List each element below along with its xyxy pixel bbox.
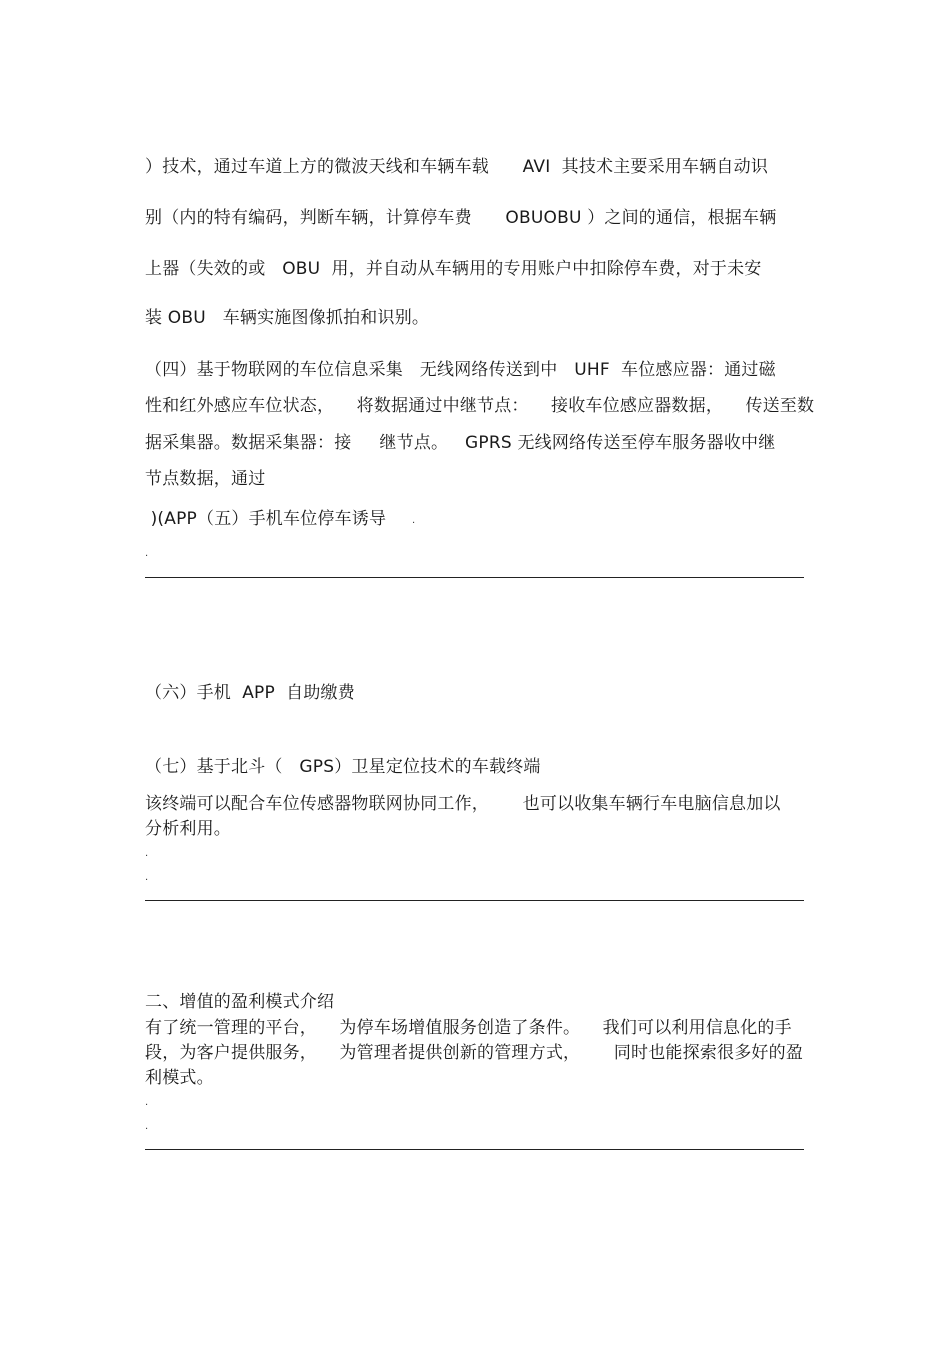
paragraph-line: 性和红外感应车位状态， 将数据通过中继节点： 接收车位感应器数据， 传送至数	[145, 396, 815, 416]
paragraph-line: ）技术，通过车道上方的微波天线和车辆车载 AVI 其技术主要采用车辆自动识	[145, 157, 769, 177]
paragraph-line: 利模式。	[145, 1068, 214, 1088]
app-guidance-heading: )(APP（五）手机车位停车诱导	[145, 509, 387, 529]
paragraph-line: 上器（失效的或 OBU 用，并自动从车辆用的专用账户中扣除停车费，对于未安	[145, 259, 762, 279]
page-dot: .	[145, 848, 149, 859]
paragraph-line: 装 OBU 车辆实施图像抓拍和识别。	[145, 308, 430, 328]
paragraph-line: 别（内的特有编码，判断车辆，计算停车费 OBUOBU ）之间的通信，根据车辆	[145, 208, 777, 228]
page-dot: .	[145, 1121, 149, 1132]
paragraph-line: （四）基于物联网的车位信息采集 无线网络传送到中 UHF 车位感应器：通过磁	[145, 360, 776, 380]
paragraph-line: 分析利用。	[145, 819, 231, 839]
page-divider	[145, 900, 804, 901]
paragraph-line: 该终端可以配合车位传感器物联网协同工作， 也可以收集车辆行车电脑信息加以	[145, 794, 781, 814]
page-dot: .	[145, 548, 149, 559]
section-title-beidou: （七）基于北斗（ GPS）卫星定位技术的车载终端	[145, 757, 541, 777]
paragraph-line: 据采集器。数据采集器：接 继节点。 GPRS 无线网络传送至停车服务器收中继	[145, 433, 776, 453]
paragraph-line: 段，为客户提供服务， 为管理者提供创新的管理方式， 同时也能探索很多好的盈	[145, 1043, 804, 1063]
page-dot: .	[145, 872, 149, 883]
section-title-payment: （六）手机 APP 自助缴费	[145, 683, 355, 703]
section-heading-profit: 二、增值的盈利模式介绍	[145, 992, 335, 1012]
page-divider	[145, 1149, 804, 1150]
page-dot: .	[145, 1097, 149, 1108]
paragraph-line: 节点数据，通过	[145, 469, 266, 489]
paragraph-line: 有了统一管理的平台， 为停车场增值服务创造了条件。 我们可以利用信息化的手	[145, 1018, 792, 1038]
trailing-mark: .	[412, 515, 416, 526]
page-divider	[145, 577, 804, 578]
